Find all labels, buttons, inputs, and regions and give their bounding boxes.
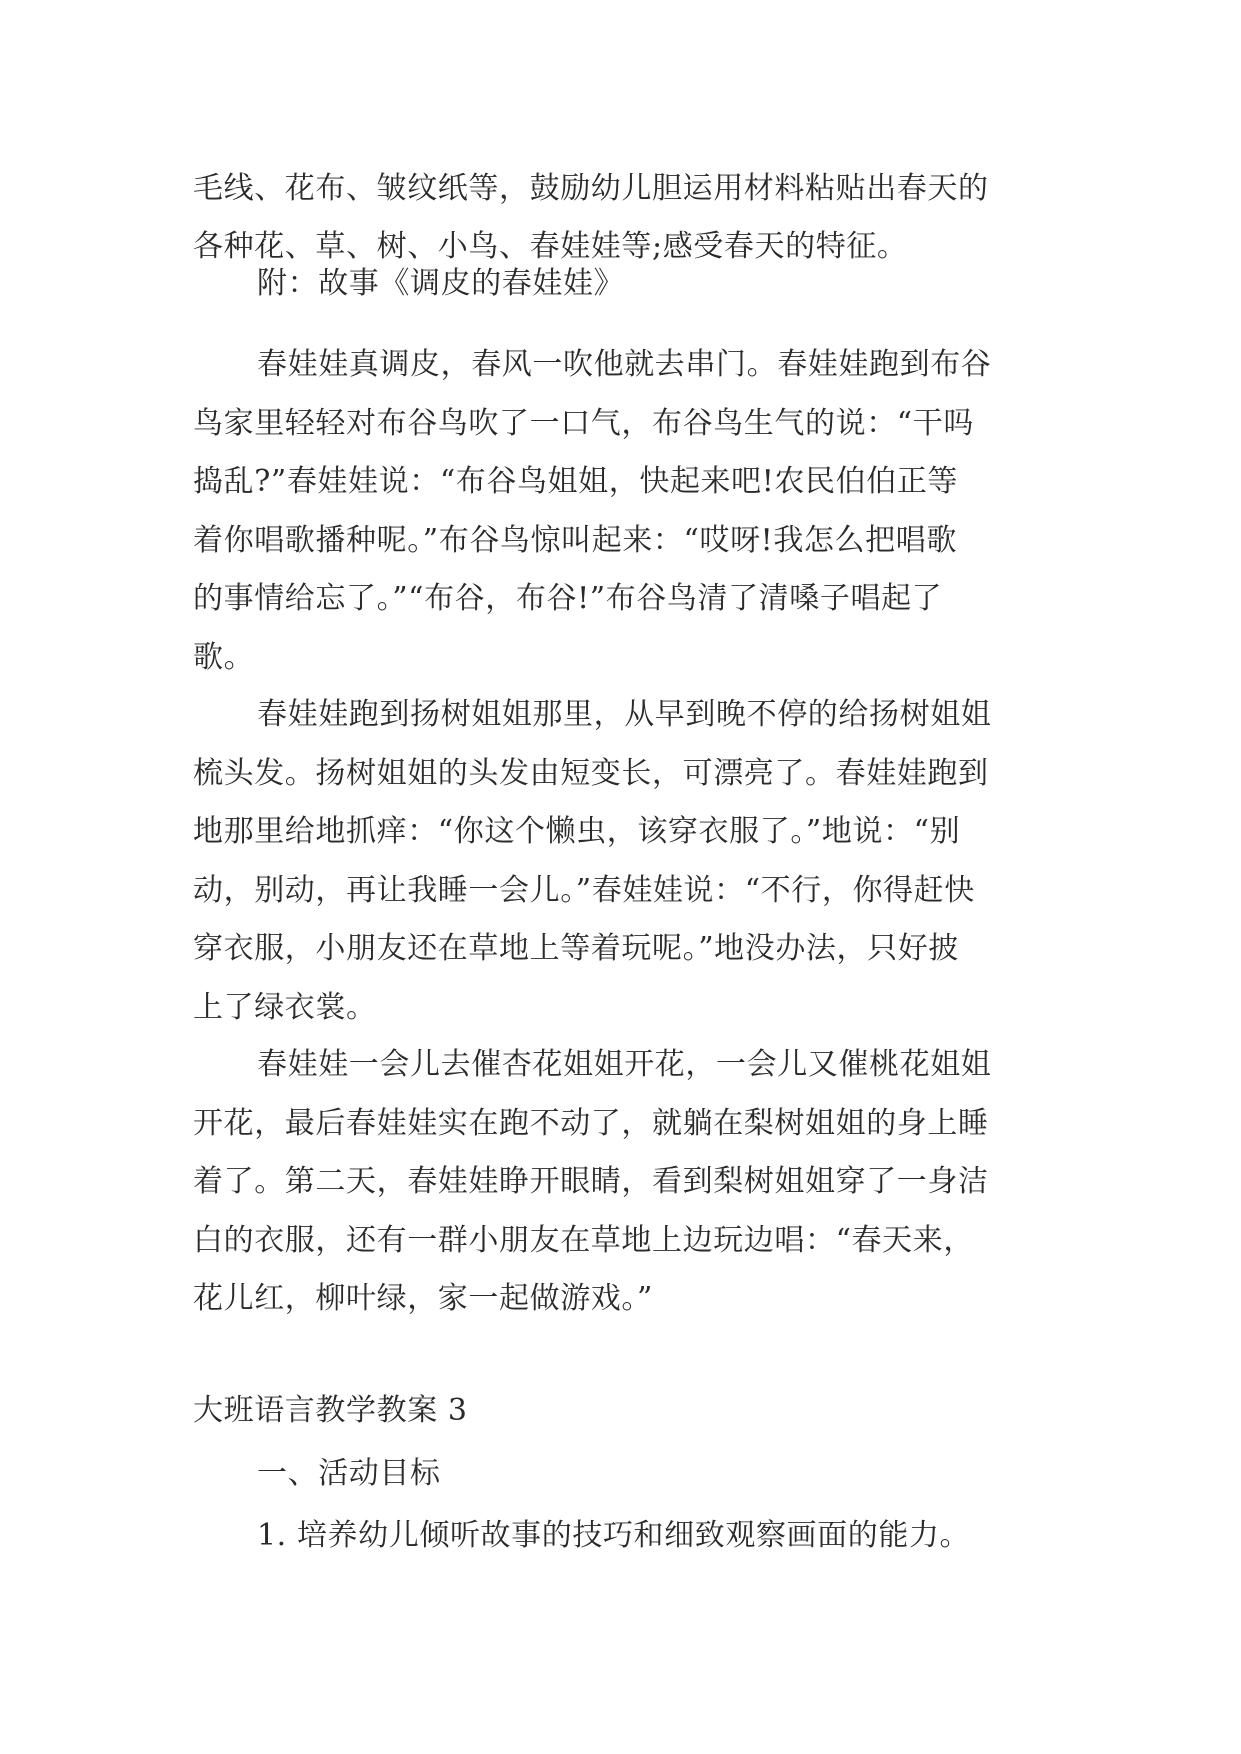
text-line: 春娃娃一会儿去催杏花姐姐开花，一会儿又催桃花姐姐 bbox=[257, 1047, 992, 1082]
text-line: 穿衣服，小朋友还在草地上等着玩呢。”地没办法，只好披 bbox=[193, 931, 959, 966]
paragraph-story-2 bbox=[193, 686, 1058, 1037]
text-line: 梳头发。扬树姐姐的头发由短变长，可漂亮了。春娃娃跑到 bbox=[193, 755, 989, 791]
text-line: 上了绿衣裳。 bbox=[193, 989, 377, 1025]
story-heading bbox=[193, 255, 1058, 313]
subsection-heading bbox=[193, 1445, 1058, 1503]
text-line: 动，别动，再让我睡一会儿。”春娃娃说：“不行，你得赶快 bbox=[193, 872, 975, 908]
section-heading bbox=[193, 1382, 1058, 1440]
text-line: 春娃娃真调皮，春风一吹他就去串门。春娃娃跑到布谷 bbox=[257, 347, 992, 382]
text-line: 地那里给地抓痒：“你这个懒虫，该穿衣服了。”地说：“别 bbox=[193, 814, 961, 849]
text-line: 毛线、花布、皱纹纸等，鼓励幼儿胆运用材料粘贴出春天的 bbox=[193, 171, 989, 206]
text-line: 的事情给忘了。”“布谷，布谷!”布谷鸟清了清嗓子唱起了 bbox=[193, 581, 943, 616]
text-line: 各种花、草、树、小鸟、春娃娃等;感受春天的特征。 bbox=[193, 229, 908, 264]
text-line: 一、活动目标 bbox=[257, 1456, 441, 1491]
text-line: 花儿红，柳叶绿，家一起做游戏。” bbox=[193, 1281, 653, 1316]
text-line: 大班语言教学教案 3 bbox=[193, 1393, 468, 1428]
text-line: 歌。 bbox=[193, 639, 255, 675]
text-line: 着了。第二天，春娃娃睁开眼睛，看到梨树姐姐穿了一身洁 bbox=[193, 1164, 989, 1199]
text-line: 附：故事《调皮的春娃娃》 bbox=[257, 266, 625, 301]
text-line: 捣乱?”春娃娃说：“布谷鸟姐姐，快起来吧!农民伯伯正等 bbox=[193, 464, 959, 499]
paragraph-story-3 bbox=[193, 1036, 1058, 1329]
text-line: 着你唱歌播种呢。”布谷鸟惊叫起来：“哎呀!我怎么把唱歌 bbox=[193, 522, 957, 558]
text-line: 白的衣服，还有一群小朋友在草地上边玩边唱：“春天来， bbox=[193, 1222, 974, 1258]
objective-item bbox=[193, 1507, 1058, 1565]
paragraph-story-1 bbox=[193, 336, 1058, 687]
text-line: 鸟家里轻轻对布谷鸟吹了一口气，布谷鸟生气的说：“干吗 bbox=[193, 405, 974, 441]
text-line: 春娃娃跑到扬树姐姐那里，从早到晚不停的给扬树姐姐 bbox=[257, 697, 992, 732]
text-line: 开花，最后春娃娃实在跑不动了，就躺在梨树姐姐的身上睡 bbox=[193, 1105, 989, 1141]
text-line: 1. 培养幼儿倾听故事的技巧和细致观察画面的能力。 bbox=[257, 1518, 971, 1553]
